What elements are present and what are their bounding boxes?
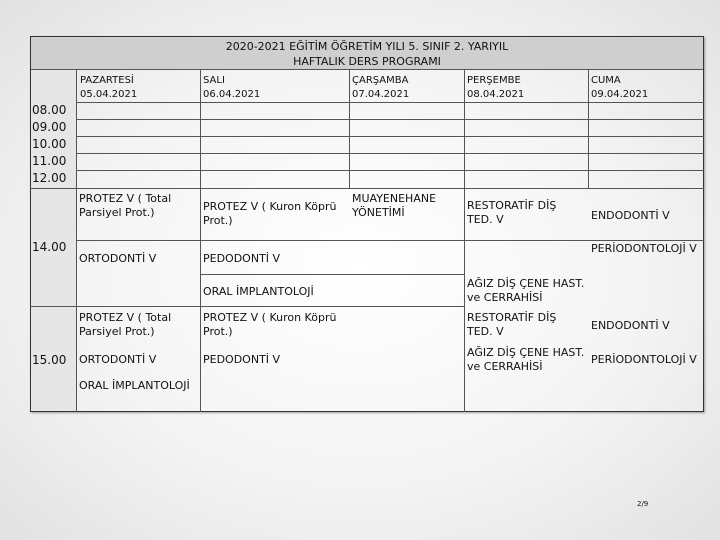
day-date: 09.04.2021 xyxy=(591,89,649,100)
title-line-1: 2020-2021 EĞİTİM ÖĞRETİM YILI 5. SINIF 2. YARIYIL xyxy=(225,40,509,53)
row-line xyxy=(30,306,464,307)
day-name: SALI xyxy=(203,75,225,86)
column-line xyxy=(349,70,350,188)
course-name: PROTEZ V ( Kuron Köprü xyxy=(203,311,337,324)
day-date: 07.04.2021 xyxy=(352,89,410,100)
page-number: 2/9 xyxy=(637,500,649,508)
title-line-2: HAFTALIK DERS PROGRAMI xyxy=(293,55,441,68)
course-name: AĞIZ DİŞ ÇENE HAST. xyxy=(467,277,585,290)
course-cell-wednesday xyxy=(352,192,436,220)
day-header-thursday xyxy=(467,74,524,102)
course-cell-monday: ORTODONTİ V xyxy=(79,353,157,366)
course-name: Prot.) xyxy=(203,214,233,227)
column-line xyxy=(588,70,589,188)
row-line xyxy=(30,188,704,189)
course-cell-monday: ORTODONTİ V xyxy=(79,252,157,265)
hour-label: 14.00 xyxy=(32,240,67,254)
day-date: 06.04.2021 xyxy=(203,89,261,100)
course-cell-friday: ENDODONTİ V xyxy=(591,319,670,332)
day-header-monday xyxy=(80,74,137,102)
hour-label: 09.00 xyxy=(32,120,67,134)
day-header-tuesday xyxy=(203,74,260,102)
course-cell-thursday xyxy=(467,199,556,227)
row-line xyxy=(200,274,464,275)
course-name: TED. V xyxy=(467,325,504,338)
hour-label: 12.00 xyxy=(32,171,67,185)
course-name: TED. V xyxy=(467,213,504,226)
course-name: PROTEZ V ( Kuron Köprü xyxy=(203,200,337,213)
course-cell-tuesday xyxy=(203,311,336,339)
hour-label: 11.00 xyxy=(32,154,67,168)
hour-label: 08.00 xyxy=(32,103,67,117)
course-cell-tuesday: PEDODONTİ V xyxy=(203,252,281,265)
course-cell-tuesday: PEDODONTİ V xyxy=(203,353,281,366)
course-cell-monday xyxy=(79,192,171,220)
hour-label: 10.00 xyxy=(32,137,67,151)
row-line xyxy=(76,102,704,103)
row-line xyxy=(76,119,704,120)
course-name: ve CERRAHİSİ xyxy=(467,360,543,373)
course-name: AĞIZ DİŞ ÇENE HAST. xyxy=(467,346,585,359)
row-line xyxy=(76,240,704,241)
course-cell-tuesday: ORAL İMPLANTOLOJİ xyxy=(203,285,314,298)
day-date: 05.04.2021 xyxy=(80,89,138,100)
hour-label: 15.00 xyxy=(32,353,67,367)
course-name: Prot.) xyxy=(203,325,233,338)
course-name: PROTEZ V ( Total xyxy=(79,311,172,324)
column-line xyxy=(76,70,77,412)
course-cell-tuesday xyxy=(203,200,336,228)
course-cell-thursday xyxy=(467,311,556,339)
course-name: RESTORATİF DİŞ xyxy=(467,311,557,324)
day-date: 08.04.2021 xyxy=(467,89,525,100)
course-cell-monday: ORAL İMPLANTOLOJİ xyxy=(79,379,190,392)
day-name: PAZARTESİ xyxy=(80,75,134,86)
course-cell-thursday xyxy=(467,277,584,305)
day-header-friday xyxy=(591,74,648,102)
course-name: YÖNETİMİ xyxy=(352,206,405,219)
row-line xyxy=(76,153,704,154)
row-line xyxy=(76,170,704,171)
course-name: RESTORATİF DİŞ xyxy=(467,199,557,212)
course-name: PROTEZ V ( Total xyxy=(79,192,172,205)
course-name: MUAYENEHANE xyxy=(352,192,437,205)
day-name: PERŞEMBE xyxy=(467,75,521,86)
row-line xyxy=(76,136,704,137)
course-cell-monday xyxy=(79,311,171,339)
course-name: Parsiyel Prot.) xyxy=(79,206,155,219)
course-cell-friday: PERİODONTOLOJİ V xyxy=(591,242,697,255)
course-cell-friday: ENDODONTİ V xyxy=(591,209,670,222)
day-name: CUMA xyxy=(591,75,621,86)
course-cell-thursday xyxy=(467,346,584,374)
day-header-wednesday xyxy=(352,74,409,102)
column-line xyxy=(464,70,465,412)
column-line xyxy=(200,70,201,412)
day-name: ÇARŞAMBA xyxy=(352,75,409,86)
course-name: ve CERRAHİSİ xyxy=(467,291,543,304)
course-cell-friday: PERİODONTOLOJİ V xyxy=(591,353,697,366)
course-name: Parsiyel Prot.) xyxy=(79,325,155,338)
